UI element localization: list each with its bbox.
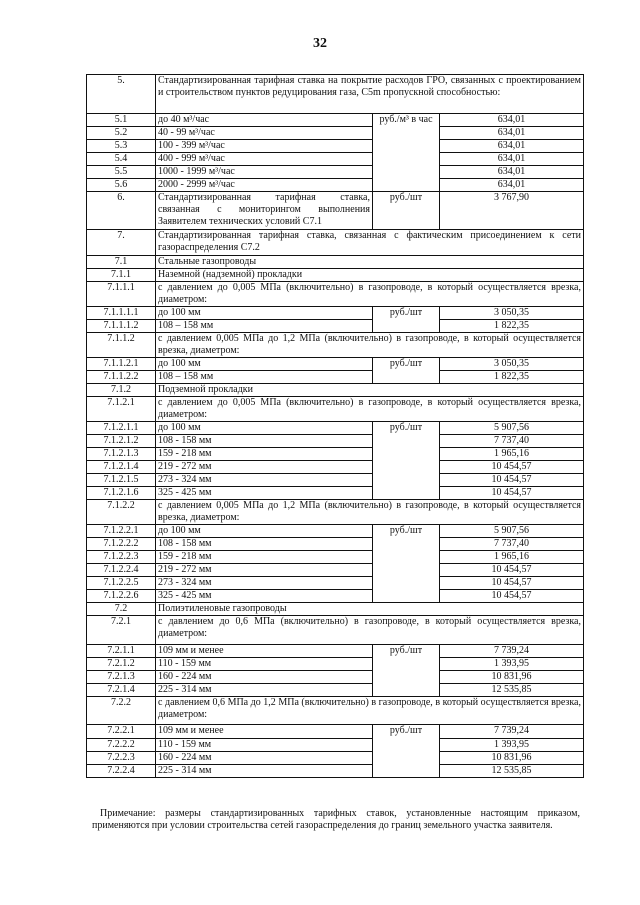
row-code: 7.2.2.3	[87, 752, 156, 765]
table-row	[87, 384, 584, 397]
row-code: 5.5	[87, 166, 156, 179]
row-description: 109 мм и менее	[156, 645, 373, 658]
table-row	[87, 645, 584, 658]
table-row	[87, 697, 584, 725]
table-row	[87, 358, 584, 371]
table-row	[87, 474, 584, 487]
table-row	[87, 671, 584, 684]
page-number: 32	[313, 36, 327, 51]
table-row	[87, 371, 584, 384]
row-code: 7.1.2.1.3	[87, 448, 156, 461]
row-value: 1 393,95	[440, 658, 584, 671]
row-description: 109 мм и менее	[156, 725, 373, 739]
row-code: 7.2.2.2	[87, 739, 156, 752]
row-code: 5.1	[87, 114, 156, 127]
row-value: 12 535,85	[440, 684, 584, 697]
table-row	[87, 658, 584, 671]
row-value: 10 454,57	[440, 461, 584, 474]
row-description: 110 - 159 мм	[156, 658, 373, 671]
row-description: 108 - 158 мм	[156, 435, 373, 448]
row-value: 10 454,57	[440, 564, 584, 577]
row-value: 5 907,56	[440, 525, 584, 538]
row-code: 6.	[87, 192, 156, 230]
row-code: 7.2.1.2	[87, 658, 156, 671]
row-value: 7 737,40	[440, 538, 584, 551]
row-code: 7.1.2.1.6	[87, 487, 156, 500]
table-row	[87, 500, 584, 525]
table-row	[87, 179, 584, 192]
table-row	[87, 140, 584, 153]
row-value: 3 050,35	[440, 307, 584, 320]
row-description: 400 - 999 м³/час	[156, 153, 373, 166]
row-description: 219 - 272 мм	[156, 461, 373, 474]
row-description: Наземной (надземной) прокладки	[156, 269, 584, 282]
row-code: 7.2	[87, 603, 156, 616]
row-description: 225 - 314 мм	[156, 684, 373, 697]
row-code: 7.1.2.2.1	[87, 525, 156, 538]
row-description: 325 - 425 мм	[156, 487, 373, 500]
row-description: 273 - 324 мм	[156, 474, 373, 487]
row-code: 7.1.2.1.5	[87, 474, 156, 487]
row-code: 7.	[87, 230, 156, 256]
unit-cell: руб./шт	[373, 525, 440, 603]
table-row	[87, 603, 584, 616]
row-description: с давлением до 0,005 МПа (включительно) в газопроводе, в который осуществляется врезка, диаметром:	[156, 282, 584, 307]
row-description: 219 - 272 мм	[156, 564, 373, 577]
row-value: 634,01	[440, 140, 584, 153]
row-value: 12 535,85	[440, 765, 584, 778]
row-code: 7.1.1.2.1	[87, 358, 156, 371]
row-code: 7.1.1.2	[87, 333, 156, 358]
row-description: 225 - 314 мм	[156, 765, 373, 778]
row-value: 3 050,35	[440, 358, 584, 371]
row-code: 5.4	[87, 153, 156, 166]
table-row	[87, 397, 584, 422]
table-row	[87, 538, 584, 551]
row-description: 110 - 159 мм	[156, 739, 373, 752]
row-description: Полиэтиленовые газопроводы	[156, 603, 584, 616]
row-description: 159 - 218 мм	[156, 448, 373, 461]
row-description: 100 - 399 м³/час	[156, 140, 373, 153]
row-code: 7.1.1.1	[87, 282, 156, 307]
row-code: 7.1.2.2.5	[87, 577, 156, 590]
row-code: 7.1.1.2.2	[87, 371, 156, 384]
row-value: 1 393,95	[440, 739, 584, 752]
row-code: 5.	[87, 75, 156, 114]
row-description: до 100 мм	[156, 307, 373, 320]
row-code: 7.1.2.1.2	[87, 435, 156, 448]
row-value: 7 739,24	[440, 645, 584, 658]
table-row	[87, 739, 584, 752]
table-row	[87, 725, 584, 739]
row-description: Подземной прокладки	[156, 384, 584, 397]
row-value: 10 831,96	[440, 752, 584, 765]
row-code: 5.2	[87, 127, 156, 140]
row-code: 7.1.2.2.2	[87, 538, 156, 551]
row-code: 7.1.2.2.6	[87, 590, 156, 603]
row-description: с давлением 0,005 МПа до 1,2 МПа (включительно) в газопроводе, в который осуществляется врезка, диаметром:	[156, 333, 584, 358]
unit-cell: руб./шт	[373, 725, 440, 778]
row-description: 159 - 218 мм	[156, 551, 373, 564]
unit-cell: руб./м³ в час	[373, 114, 440, 192]
table-row	[87, 333, 584, 358]
tariff-table	[86, 74, 584, 778]
row-code: 7.2.2	[87, 697, 156, 725]
row-description: с давлением 0,005 МПа до 1,2 МПа (включительно) в газопроводе, в который осуществляется врезка, диаметром:	[156, 500, 584, 525]
row-value: 634,01	[440, 166, 584, 179]
row-code: 7.1.1.1.1	[87, 307, 156, 320]
table-row	[87, 525, 584, 538]
row-value: 10 454,57	[440, 577, 584, 590]
row-description: Стальные газопроводы	[156, 256, 584, 269]
unit-cell: руб./шт	[373, 422, 440, 500]
table-row	[87, 461, 584, 474]
table-row	[87, 684, 584, 697]
row-value: 634,01	[440, 153, 584, 166]
row-code: 7.1.2.2	[87, 500, 156, 525]
row-value: 1 822,35	[440, 371, 584, 384]
row-description: 108 – 158 мм	[156, 371, 373, 384]
table-row	[87, 307, 584, 320]
table-row	[87, 269, 584, 282]
row-code: 7.2.2.1	[87, 725, 156, 739]
table-row	[87, 448, 584, 461]
table-row	[87, 192, 584, 230]
table-row	[87, 577, 584, 590]
table-row	[87, 75, 584, 114]
row-description: 325 - 425 мм	[156, 590, 373, 603]
footnote: Примечание: размеры стандартизированных тарифных ставок, установленные настоящим приказом, применяются при условии строительства сетей газораспределения до границ земельного участка заявителя.	[92, 808, 580, 831]
row-description: 40 - 99 м³/час	[156, 127, 373, 140]
row-value: 634,01	[440, 114, 584, 127]
row-value: 7 739,24	[440, 725, 584, 739]
row-code: 7.2.1.3	[87, 671, 156, 684]
table-row	[87, 564, 584, 577]
row-code: 7.2.1	[87, 616, 156, 645]
row-description: до 100 мм	[156, 358, 373, 371]
row-value: 10 454,57	[440, 487, 584, 500]
row-value: 1 965,16	[440, 551, 584, 564]
row-description: до 40 м³/час	[156, 114, 373, 127]
table-row	[87, 320, 584, 333]
row-description: до 100 мм	[156, 422, 373, 435]
row-description: 108 – 158 мм	[156, 320, 373, 333]
row-value: 634,01	[440, 179, 584, 192]
table-row	[87, 616, 584, 645]
row-code: 5.3	[87, 140, 156, 153]
table-row	[87, 166, 584, 179]
row-code: 7.1.1	[87, 269, 156, 282]
row-code: 7.2.2.4	[87, 765, 156, 778]
row-description: до 100 мм	[156, 525, 373, 538]
table-row	[87, 230, 584, 256]
row-description: Стандартизированная тарифная ставка, связанная с фактическим присоединением к сети газораспределения C7.2	[156, 230, 584, 256]
table-row	[87, 153, 584, 166]
row-description: 2000 - 2999 м³/час	[156, 179, 373, 192]
table-row	[87, 256, 584, 269]
row-code: 5.6	[87, 179, 156, 192]
table-row	[87, 422, 584, 435]
row-description: Стандартизированная тарифная ставка на покрытие расходов ГРО, связанных с проектированием и строительством пунктов редуцирования газа, C5m пропускной способностью:	[156, 75, 584, 114]
row-code: 7.1.2.1.4	[87, 461, 156, 474]
row-description: 1000 - 1999 м³/час	[156, 166, 373, 179]
unit-cell: руб./шт	[373, 645, 440, 697]
row-description: 160 - 224 мм	[156, 671, 373, 684]
table-row	[87, 114, 584, 127]
table-row	[87, 127, 584, 140]
row-value: 1 965,16	[440, 448, 584, 461]
row-value: 7 737,40	[440, 435, 584, 448]
row-code: 7.1.2.2.4	[87, 564, 156, 577]
table-row	[87, 435, 584, 448]
row-description: 160 - 224 мм	[156, 752, 373, 765]
row-code: 7.1.2.1	[87, 397, 156, 422]
table-row	[87, 487, 584, 500]
row-code: 7.1	[87, 256, 156, 269]
row-code: 7.1.2	[87, 384, 156, 397]
row-description: Стандартизированная тарифная ставка, связанная с мониторингом выполнения Заявителем технических условий C7.1	[156, 192, 373, 230]
row-value: 5 907,56	[440, 422, 584, 435]
table-row	[87, 551, 584, 564]
row-value: 10 454,57	[440, 474, 584, 487]
row-description: с давлением до 0,6 МПа (включительно) в газопроводе, в который осуществляется врезка, диаметром:	[156, 616, 584, 645]
row-value: 10 831,96	[440, 671, 584, 684]
row-code: 7.1.2.2.3	[87, 551, 156, 564]
row-code: 7.1.2.1.1	[87, 422, 156, 435]
row-value: 634,01	[440, 127, 584, 140]
row-code: 7.2.1.1	[87, 645, 156, 658]
unit-cell: руб./шт	[373, 358, 440, 384]
row-value: 10 454,57	[440, 590, 584, 603]
row-code: 7.2.1.4	[87, 684, 156, 697]
row-code: 7.1.1.1.2	[87, 320, 156, 333]
row-value: 3 767,90	[440, 192, 584, 230]
table-row	[87, 752, 584, 765]
unit-cell: руб./шт	[373, 192, 440, 230]
row-description: 108 - 158 мм	[156, 538, 373, 551]
row-description: 273 - 324 мм	[156, 577, 373, 590]
table-row	[87, 282, 584, 307]
table-row	[87, 765, 584, 778]
row-description: с давлением до 0,005 МПа (включительно) в газопроводе, в который осуществляется врезка, диаметром:	[156, 397, 584, 422]
row-description: с давлением 0,6 МПа до 1,2 МПа (включительно) в газопроводе, в который осуществляется врезка, диаметром:	[156, 697, 584, 725]
unit-cell: руб./шт	[373, 307, 440, 333]
table-row	[87, 590, 584, 603]
row-value: 1 822,35	[440, 320, 584, 333]
